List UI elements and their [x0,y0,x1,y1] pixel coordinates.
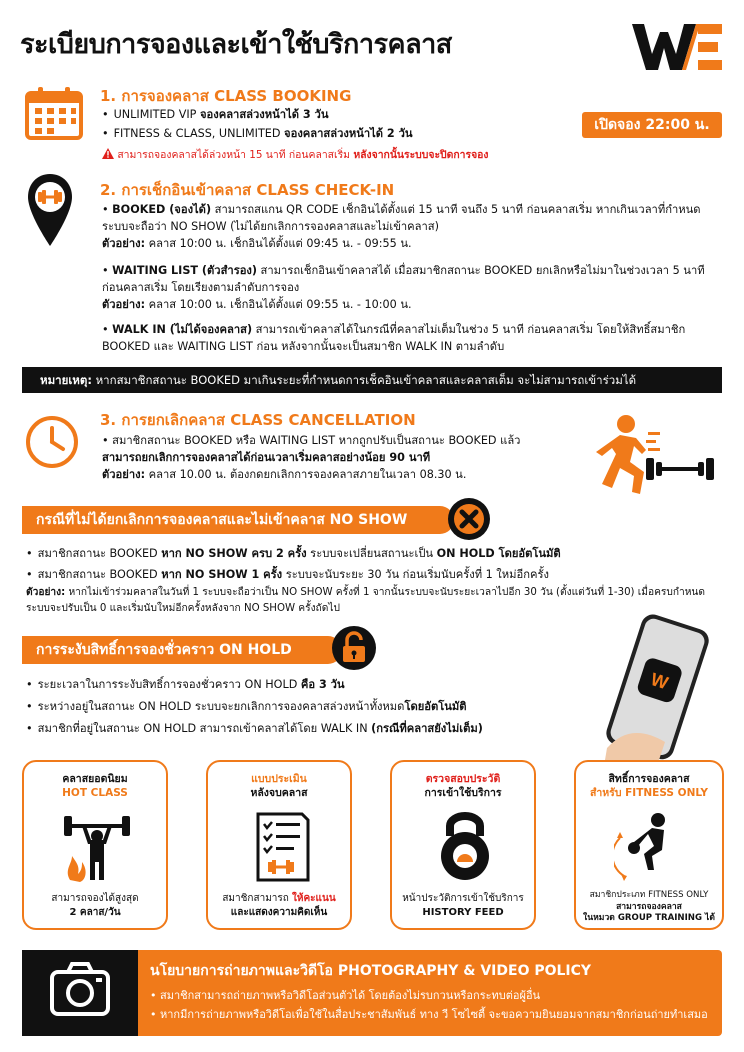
onhold-l3-a: สมาชิกที่อยู่ในสถานะ ON HOLD สามารถเข้าคลาสได้โดย WALK IN [37,722,372,735]
cancel-text: • สมาชิกสถานะ BOOKED หรือ WAITING LIST หากถูกปรับเป็นสถานะ BOOKED แล้ว สามารถยกเลิกการจองคลาสได้ก่อนเวลาเริ่มคลาสอย่างน้อย 90 นาที ตัวอย่าง: คลาส 10.00 น. ต้องกดยกเลิกการจองคลาสภายในเวลา 08.30 น. [102,434,521,481]
svg-text:W: W [648,669,671,694]
cancel-example-label: ตัวอย่าง: [102,468,146,481]
card-history-footer-2: HISTORY FEED [422,907,504,918]
policy-line-1: • สมาชิกสามารถถ่ายภาพหรือวิดีโอส่วนตัวได้ โดยต้องไม่รบกวนหรือกระทบต่อผู้อื่น [150,989,541,1002]
booked-label: BOOKED (จองได้) [112,203,212,216]
onhold-l1-b: คือ 3 วัน [300,678,345,691]
checkin-waiting: • WAITING LIST (ตัวสำรอง) สามารถเช็กอินเข้าคลาสได้ เมื่อสมาชิกสถานะ BOOKED ยกเลิกหรือไม่มาในช่วงเวลา 5 นาที ก่อนคลาสเริ่ม โดยเรียงตามลำดับการจอง ตัวอย่าง: คลาส 10:00 น. เช็กอินได้ตั้งแต่ 09:55 น. - 10:00 น. [102,264,705,311]
calendar-icon [24,86,84,140]
card-fitness-footer-2: สามารถจองคลาส [616,901,682,912]
card-eval-subtitle: หลังจบคลาส [250,787,308,799]
card-eval-footer [208,892,350,920]
noshow-l2-a: สมาชิกสถานะ BOOKED [37,568,162,581]
onhold-l3-b: (กรณีที่คลาสยังไม่เต็ม) [371,722,483,735]
cancel-line-2: สามารถยกเลิกการจองคลาสได้ก่อนเวลาเริ่มคลาสอย่างน้อย 90 นาที [102,451,431,464]
policy-heading: นโยบายการถ่ายภาพและวิดีโอ PHOTOGRAPHY & VIDEO POLICY [150,963,592,979]
card-hot-footer-2: 2 คลาส/วัน [69,907,121,918]
warning-emphasis: หลังจากนั้นระบบจะปิดการจอง [353,149,489,161]
card-history-subtitle: การเข้าใช้บริการ [424,787,502,799]
checkin-heading: 2. การเช็กอินเข้าคลาส CLASS CHECK-IN [100,181,395,199]
booking-fitness-rule: จองคลาสล่วงหน้าได้ 2 วัน [284,127,413,140]
card-fitness-footer-3: ในหมวด GROUP TRAINING ได้ [583,913,715,923]
waiting-label: WAITING LIST (ตัวสำรอง) [112,264,257,277]
onhold-line-3 [26,720,483,737]
waiting-example: คลาส 10:00 น. เช็กอินได้ตั้งแต่ 09:55 น. - 10:00 น. [145,298,412,311]
onhold-l2-b: โดยอัตโนมัติ [404,700,467,713]
policy-line-2: • หากมีการถ่ายภาพหรือวิดีโอเพื่อใช้ในสื่อประชาสัมพันธ์ ทาง วี โซไซตี้ จะขอความยินยอมจากสมาชิกก่อนถ่ายทำเสมอ [150,1008,708,1021]
booked-example: คลาส 10:00 น. เช็กอินได้ตั้งแต่ 09:45 น. - 09:55 น. [145,237,412,250]
card-eval-footer-1a: สมาชิกสามารถ [222,893,293,904]
card-fitness-only [574,760,724,930]
policy-line-1-text: สมาชิกสามารถถ่ายภาพหรือวิดีโอส่วนตัวได้ โดยต้องไม่รบกวนหรือกระทบต่อผู้อื่น [160,989,541,1002]
card-eval-footer-1b: ให้คะแนน [292,893,336,904]
card-hot-footer-1: สามารถจองได้สูงสุด [51,893,139,904]
card-hot-footer [24,892,166,920]
card-history-footer [392,892,534,920]
page-title: ระเบียบการจองและเข้าใช้บริการคลาส [20,29,452,60]
booked-text-2: ระบบจะถือว่า NO SHOW (ไม่ได้ยกเลิกการจองคลาสและไม่เข้าคลาส) [102,220,440,233]
noshow-l2-b: หาก NO SHOW 1 ครั้ง [161,568,283,581]
squat-person-icon [614,810,684,884]
running-person-icon [590,410,720,500]
walkin-text-2: BOOKED และ WAITING LIST ก่อน หลังจากนั้นจะเป็นสมาชิก WALK IN ตามลำดับ [102,340,505,353]
weightlifter-icon [62,810,132,884]
card-evaluation [206,760,352,930]
we-logo [632,24,722,70]
noshow-line-2 [26,566,549,583]
onhold-l1-a: ระยะเวลาในการระงับสิทธิ์การจองชั่วคราว ON HOLD [37,678,301,691]
onhold-heading: การระงับสิทธิ์การจองชั่วคราว ON HOLD [22,636,342,664]
booking-line-vip [102,106,328,123]
booking-warning [102,146,489,163]
warning-text: สามารถจองคลาสได้ล่วงหน้า 15 นาที ก่อนคลาสเริ่ม [117,149,354,161]
waiting-text: สามารถเช็กอินเข้าคลาสได้ เมื่อสมาชิกสถานะ BOOKED ยกเลิกหรือไม่มาในช่วงเวลา 5 นาที [257,264,705,277]
clock-icon [24,414,80,470]
noshow-example-label: ตัวอย่าง: [26,587,66,598]
booking-vip-rule: จองคลาสล่วงหน้าได้ 3 วัน [199,108,329,121]
noshow-l1-d: ON HOLD โดยอัตโนมัติ [436,547,561,560]
booking-vip-label: UNLIMITED VIP [113,108,200,121]
waiting-text-2: ก่อนคลาสเริ่ม โดยเรียงตามลำดับการจอง [102,281,300,294]
card-fitness-footer-1: สมาชิกประเภท FITNESS ONLY [589,890,709,900]
card-hot-title: คลาสยอดนิยม [62,773,128,785]
noshow-l1-c: ระบบจะเปลี่ยนสถานะเป็น [306,547,437,560]
cancel-heading: 3. การยกเลิกคลาส CLASS CANCELLATION [100,411,416,429]
location-pin-icon [26,172,74,248]
card-history-title: ตรวจสอบประวัติ [425,773,501,785]
booking-fitness-label: FITNESS & CLASS, UNLIMITED [113,127,285,140]
noshow-line-1 [26,545,561,562]
card-fitness-footer [576,890,722,925]
phone-app-icon [585,610,725,760]
kettlebell-icon [430,810,500,884]
policy-line-2-text: หากมีการถ่ายภาพหรือวิดีโอเพื่อใช้ในสื่อประชาสัมพันธ์ ทาง วี โซไซตี้ จะขอความยินยอมจากสมาชิกก่อนถ่ายทำเสมอ [160,1008,708,1021]
onhold-l2-a: ระหว่างอยู่ในสถานะ ON HOLD ระบบจะยกเลิกการจองคลาสล่วงหน้าทั้งหมด [37,700,405,713]
note-bar [22,367,722,393]
booking-line-fitness [102,125,413,142]
checkin-booked: • BOOKED (จองได้) สามารถสแกน QR CODE เช็กอินได้ตั้งแต่ 15 นาที จนถึง 5 นาที ก่อนคลาสเริ่ม หากเกินเวลาที่กำหนด ระบบจะถือว่า NO SHOW (ไม่ได้ยกเลิกการจองคลาสและไม่เข้าคลาส) ตัวอย่าง: คลาส 10:00 น. เช็กอินได้ตั้งแต่ 09:45 น. - 09:55 น. [102,203,701,250]
booked-text: สามารถสแกน QR CODE เช็กอินได้ตั้งแต่ 15 นาที จนถึง 5 นาที ก่อนคลาสเริ่ม หากเกินเวลาที่กำหนด [211,203,701,216]
card-history [390,760,536,930]
lock-icon [330,624,378,672]
cancel-example: คลาส 10.00 น. ต้องกดยกเลิกการจองคลาสภายในเวลา 08.30 น. [145,468,467,481]
card-history-footer-1: หน้าประวัติการเข้าใช้บริการ [402,893,524,904]
booked-example-label: ตัวอย่าง: [102,237,146,250]
note-label: หมายเหตุ: [40,373,92,387]
noshow-example-text: หากไม่เข้าร่วมคลาสในวันที่ 1 ระบบจะถือว่าเป็น NO SHOW ครั้งที่ 1 จากนั้นระบบจะนับระยะเวลาไปอีก 30 วัน (ตั้งแต่วันที่ 1-30) เมื่อครบกำหนด [65,587,706,598]
policy-banner [22,950,722,1036]
card-fitness-title: สิทธิ์การจองคลาส [608,773,690,785]
checkin-walkin: • WALK IN (ไม่ได้จองคลาส) สามารถเข้าคลาสได้ในกรณีที่คลาสไม่เต็มในช่วง 5 นาที ก่อนคลาสเริ่ม โดยให้สิทธิ์สมาชิก BOOKED และ WAITING LIST ก่อน หลังจากนั้นจะเป็นสมาชิก WALK IN ตามลำดับ [102,323,686,353]
noshow-l1-a: สมาชิกสถานะ BOOKED [37,547,162,560]
walkin-text: สามารถเข้าคลาสได้ในกรณีที่คลาสไม่เต็มในช่วง 5 นาที ก่อนคลาสเริ่ม โดยให้สิทธิ์สมาชิก [252,323,686,336]
card-hot-subtitle: HOT CLASS [62,787,128,799]
close-circle-icon [446,496,492,542]
card-eval-footer-2: และแสดงความคิดเห็น [230,907,328,918]
walkin-label: WALK IN (ไม่ได้จองคลาส) [112,323,253,336]
cancel-line-1: สมาชิกสถานะ BOOKED หรือ WAITING LIST หากถูกปรับเป็นสถานะ BOOKED แล้ว [112,434,521,447]
noshow-heading: กรณีที่ไม่ได้ยกเลิกการจองคลาสและไม่เข้าคลาส NO SHOW [22,506,454,534]
card-hot-class [22,760,168,930]
onhold-line-2 [26,698,467,715]
waiting-example-label: ตัวอย่าง: [102,298,146,311]
noshow-l2-c: ระบบจะนับระยะ 30 วัน ก่อนเริ่มนับครั้งที่ 1 ใหม่อีกครั้ง [282,568,549,581]
noshow-example-text-2: ระบบจะปรับเป็น 0 และเริ่มนับใหม่อีกครั้งหลังจาก NO SHOW ครั้งถัดไป [26,603,340,614]
card-eval-title: แบบประเมิน [251,773,307,785]
camera-icon [22,950,138,1036]
checklist-icon [246,810,316,884]
note-text: หากสมาชิกสถานะ BOOKED มาเกินระยะที่กำหนดการเช็คอินเข้าคลาสและคลาสเต็ม จะไม่สามารถเข้าร่วมได้ [91,373,637,387]
onhold-line-1 [26,676,345,693]
open-time-badge: เปิดจอง 22:00 น. [582,112,722,138]
booking-heading: 1. การจองคลาส CLASS BOOKING [100,87,352,105]
warning-icon [102,148,114,162]
noshow-l1-b: หาก NO SHOW ครบ 2 ครั้ง [161,547,307,560]
card-fitness-subtitle: สำหรับ FITNESS ONLY [589,787,709,799]
